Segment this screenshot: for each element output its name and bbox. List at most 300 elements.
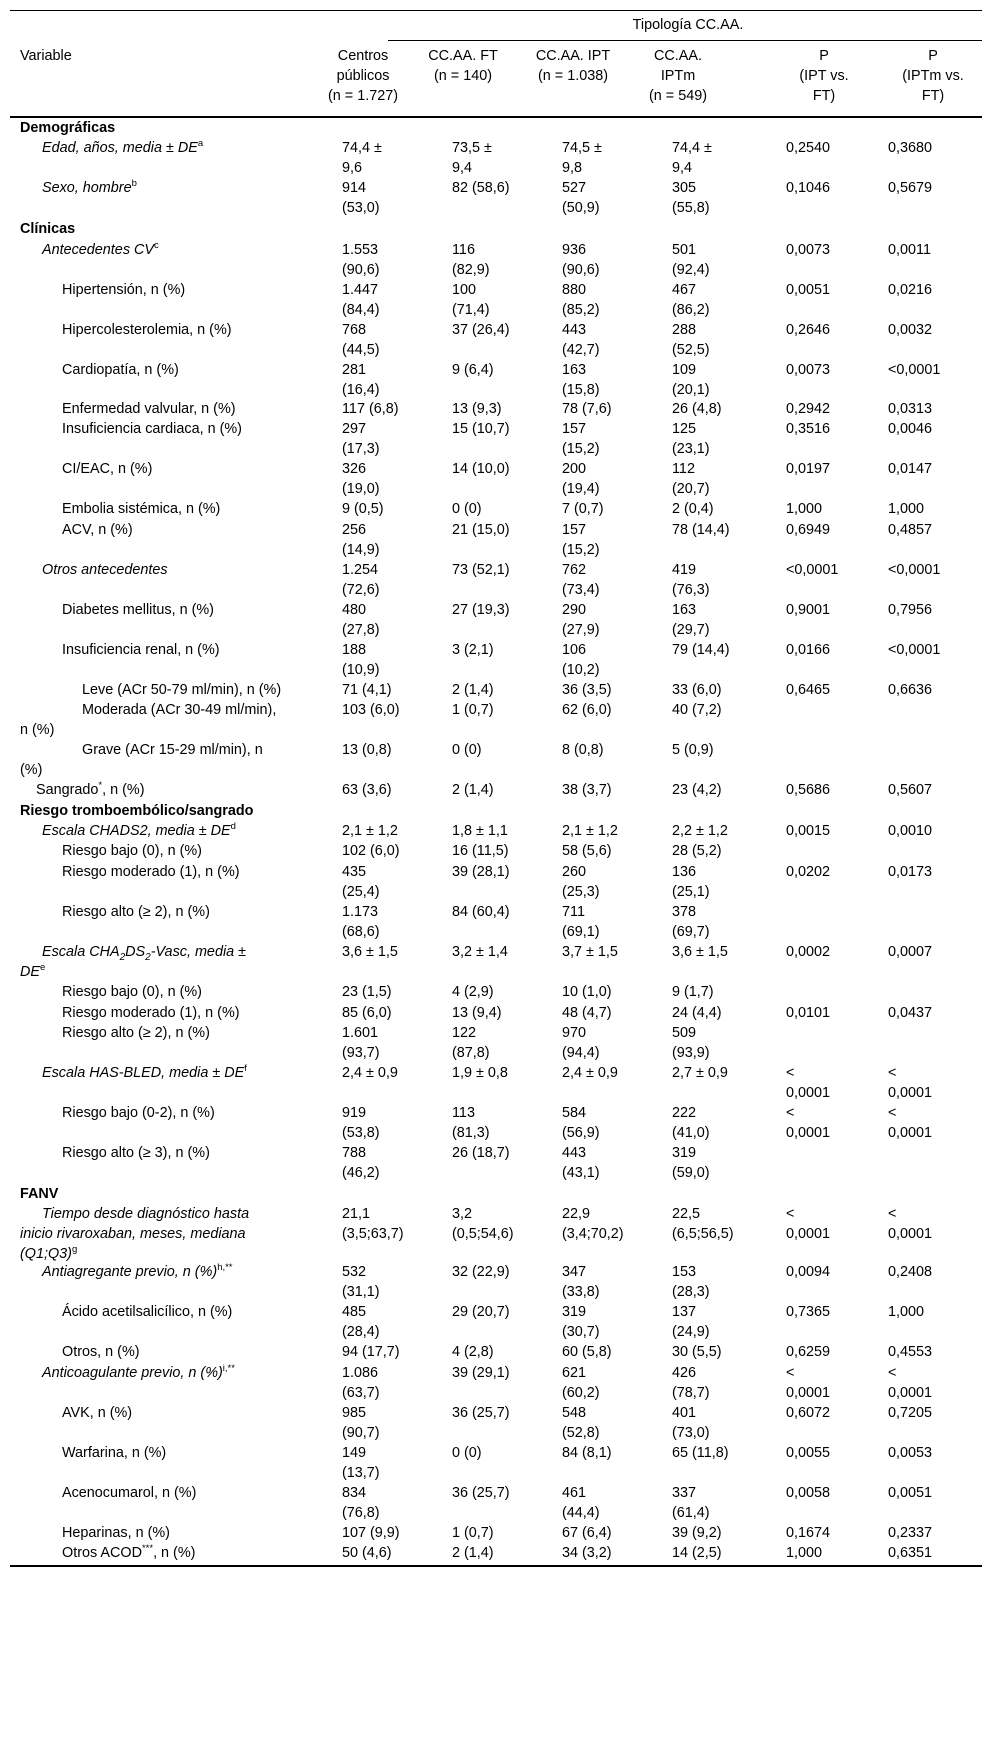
cell-iptm: 14 (2,5) xyxy=(672,1545,722,1561)
cell-p-iptm: 0,0313 xyxy=(888,401,933,417)
cell-ft: 13 (9,4) xyxy=(452,1005,502,1021)
cell-centros: 188 (10,9) xyxy=(342,642,380,678)
row-label xyxy=(20,1023,340,1043)
row-label xyxy=(20,862,340,882)
section-label: Demográficas xyxy=(20,120,116,136)
row-label-text: Otros ACOD xyxy=(62,1545,142,1561)
cell-p-ipt: 0,3516 xyxy=(786,421,831,437)
cell-p-ipt: 0,0055 xyxy=(786,1445,831,1461)
cell-p-ipt: < 0,0001 xyxy=(786,1365,831,1401)
cell-iptm: 2 (0,4) xyxy=(672,501,714,517)
bottom-rule xyxy=(10,1565,982,1567)
cell-centros: 435 (25,4) xyxy=(342,864,380,900)
vasc-part-a: Escala CHA xyxy=(42,944,120,960)
row-label-text: Enfermedad valvular, n (%) xyxy=(62,401,236,417)
cell-p-iptm: 0,5679 xyxy=(888,180,933,196)
cell-centros: 149 (13,7) xyxy=(342,1445,380,1481)
cell-iptm: 419 (76,3) xyxy=(672,562,710,598)
cell-ipt: 48 (4,7) xyxy=(562,1005,612,1021)
cell-ft: 0 (0) xyxy=(452,742,482,758)
cell-iptm: 378 (69,7) xyxy=(672,904,710,940)
cell-p-iptm: 0,4553 xyxy=(888,1344,933,1360)
cell-centros: 2,1 ± 1,2 xyxy=(342,823,398,839)
row-label xyxy=(20,640,340,660)
row-label xyxy=(20,700,340,740)
cell-ipt: 762 (73,4) xyxy=(562,562,600,598)
cell-ipt: 548 (52,8) xyxy=(562,1405,600,1441)
cell-ft: 1,9 ± 0,8 xyxy=(452,1065,508,1081)
cell-centros: 788 (46,2) xyxy=(342,1145,380,1181)
cell-iptm: 125 (23,1) xyxy=(672,421,710,457)
cell-iptm: 401 (73,0) xyxy=(672,1405,710,1441)
row-label xyxy=(20,680,340,700)
cell-centros: 85 (6,0) xyxy=(342,1005,392,1021)
cell-ft: 36 (25,7) xyxy=(452,1405,510,1421)
cell-centros: 914 (53,0) xyxy=(342,180,380,216)
cell-ft: 15 (10,7) xyxy=(452,421,510,437)
cell-p-ipt: < 0,0001 xyxy=(786,1105,831,1141)
cell-centros: 985 (90,7) xyxy=(342,1405,380,1441)
cell-p-iptm: 0,2337 xyxy=(888,1525,933,1541)
cell-p-iptm: 0,0053 xyxy=(888,1445,933,1461)
cell-ft: 84 (60,4) xyxy=(452,904,510,920)
row-label xyxy=(20,138,340,158)
footnote-mark: b xyxy=(131,178,137,190)
cell-iptm: 163 (29,7) xyxy=(672,602,710,638)
cell-p-ipt: 0,0101 xyxy=(786,1005,831,1021)
row-label-text: Hipercolesterolemia, n (%) xyxy=(62,322,232,338)
header-iptm-l1: CC.AA. xyxy=(654,48,702,64)
row-label xyxy=(20,459,340,479)
row-label xyxy=(20,740,340,780)
row-label xyxy=(20,902,340,922)
cell-iptm: 28 (5,2) xyxy=(672,843,722,859)
cell-ft: 4 (2,9) xyxy=(452,984,494,1000)
cell-centros: 63 (3,6) xyxy=(342,782,392,798)
cell-centros: 103 (6,0) xyxy=(342,702,400,718)
cell-p-iptm: 0,6351 xyxy=(888,1545,933,1561)
cell-ft: 0 (0) xyxy=(452,1445,482,1461)
row-label xyxy=(20,1363,340,1383)
cell-iptm: 3,6 ± 1,5 xyxy=(672,944,728,960)
row-label xyxy=(20,780,340,800)
cell-p-iptm: < 0,0001 xyxy=(888,1206,933,1242)
row-label xyxy=(20,841,340,861)
header-iptm-l2: IPTm xyxy=(660,68,696,84)
cell-p-ipt: 0,0051 xyxy=(786,282,831,298)
cell-ft: 73 (52,1) xyxy=(452,562,510,578)
cell-ipt: 163 (15,8) xyxy=(562,362,600,398)
header-ipt xyxy=(518,46,628,86)
cell-iptm: 30 (5,5) xyxy=(672,1344,722,1360)
cell-p-iptm: 0,0010 xyxy=(888,823,933,839)
row-label-text: Sexo, hombre xyxy=(42,180,132,196)
cell-ipt: 10 (1,0) xyxy=(562,984,612,1000)
cell-ipt: 936 (90,6) xyxy=(562,242,600,278)
cell-p-iptm: <0,0001 xyxy=(888,362,941,378)
row-label-text: Acenocumarol, n (%) xyxy=(62,1485,197,1501)
cell-p-iptm: 0,5607 xyxy=(888,782,933,798)
row-label-text: Embolia sistémica, n (%) xyxy=(62,501,221,517)
cell-iptm: 26 (4,8) xyxy=(672,401,722,417)
row-label-text: Edad, años, media ± DE xyxy=(42,140,198,156)
cell-p-iptm: 0,0216 xyxy=(888,282,933,298)
cell-ft: 37 (26,4) xyxy=(452,322,510,338)
row-label xyxy=(20,240,340,260)
cell-p-iptm: < 0,0001 xyxy=(888,1105,933,1141)
cell-ft: 13 (9,3) xyxy=(452,401,502,417)
cell-ft: 29 (20,7) xyxy=(452,1304,510,1320)
header-p2-l3: FT) xyxy=(921,88,945,104)
row-label xyxy=(20,560,340,580)
header-iptm-l3: (n = 549) xyxy=(649,88,707,104)
cell-ipt: 461 (44,4) xyxy=(562,1485,600,1521)
vasc-part-c: -Vasc, media ± xyxy=(150,944,247,960)
cell-iptm: 153 (28,3) xyxy=(672,1264,710,1300)
cell-p-ipt: 0,0058 xyxy=(786,1485,831,1501)
header-p-ipt xyxy=(784,46,864,106)
cell-p-ipt: <0,0001 xyxy=(786,562,839,578)
row-label-text: Antecedentes CV xyxy=(42,242,154,258)
cell-centros: 107 (9,9) xyxy=(342,1525,400,1541)
cell-p-ipt: 0,0094 xyxy=(786,1264,831,1280)
cell-ft: 0 (0) xyxy=(452,501,482,517)
footnote-mark: i,** xyxy=(222,1363,235,1375)
cell-p-ipt: < 0,0001 xyxy=(786,1065,831,1101)
cell-centros: 2,4 ± 0,9 xyxy=(342,1065,398,1081)
cell-p-ipt: 1,000 xyxy=(786,501,823,517)
cell-ft: 1,8 ± 1,1 xyxy=(452,823,508,839)
cell-iptm: 78 (14,4) xyxy=(672,522,730,538)
cell-iptm: 5 (0,9) xyxy=(672,742,714,758)
row-label-vasc xyxy=(20,942,340,982)
cell-p-ipt: 0,1674 xyxy=(786,1525,831,1541)
header-p-iptm xyxy=(888,46,978,106)
cell-centros: 13 (0,8) xyxy=(342,742,392,758)
cell-centros: 919 (53,8) xyxy=(342,1105,380,1141)
cell-centros: 3,6 ± 1,5 xyxy=(342,944,398,960)
cell-centros: 50 (4,6) xyxy=(342,1545,392,1561)
row-label xyxy=(20,1543,340,1563)
cell-iptm: 501 (92,4) xyxy=(672,242,710,278)
cell-ipt: 58 (5,6) xyxy=(562,843,612,859)
cell-p-ipt: 0,0073 xyxy=(786,242,831,258)
cell-p-iptm: 0,0147 xyxy=(888,461,933,477)
cell-p-iptm: <0,0001 xyxy=(888,642,941,658)
cell-ft: 3,2 ± 1,4 xyxy=(452,944,508,960)
vasc-sub1: 2 xyxy=(119,951,126,963)
row-label xyxy=(20,1342,340,1362)
cell-ipt: 22,9 (3,4;70,2) xyxy=(562,1206,624,1242)
row-label xyxy=(20,320,340,340)
cell-ipt: 157 (15,2) xyxy=(562,421,600,457)
row-label xyxy=(20,600,340,620)
cell-centros: 117 (6,8) xyxy=(342,401,399,417)
row-label xyxy=(20,1204,340,1264)
cell-p-iptm: 0,0051 xyxy=(888,1485,933,1501)
row-label xyxy=(20,1403,340,1423)
cell-iptm: 305 (55,8) xyxy=(672,180,710,216)
cell-iptm: 23 (4,2) xyxy=(672,782,722,798)
row-label xyxy=(20,821,340,841)
row-label xyxy=(20,419,340,439)
cell-ipt: 621 (60,2) xyxy=(562,1365,600,1401)
footnote-mark: d xyxy=(230,821,236,833)
cell-centros: 1.447 (84,4) xyxy=(342,282,380,318)
header-iptm xyxy=(628,46,728,106)
row-label-text: Riesgo alto (≥ 2), n (%) xyxy=(62,1025,210,1041)
cell-ipt: 2,1 ± 1,2 xyxy=(562,823,618,839)
cell-p-iptm: 0,7205 xyxy=(888,1405,933,1421)
cell-iptm: 74,4 ± 9,4 xyxy=(672,140,712,176)
cell-centros: 9 (0,5) xyxy=(342,501,384,517)
cell-iptm: 39 (9,2) xyxy=(672,1525,722,1541)
footnote-mark: f xyxy=(244,1063,247,1075)
cell-ipt: 84 (8,1) xyxy=(562,1445,612,1461)
cell-iptm: 22,5 (6,5;56,5) xyxy=(672,1206,734,1242)
row-label-text: Riesgo moderado (1), n (%) xyxy=(62,864,240,880)
row-label-text: Otros antecedentes xyxy=(42,562,168,578)
cell-centros: 1.173 (68,6) xyxy=(342,904,380,940)
cell-centros: 256 (14,9) xyxy=(342,522,380,558)
cell-ipt: 62 (6,0) xyxy=(562,702,612,718)
cell-p-ipt: 0,2540 xyxy=(786,140,831,156)
cell-p-ipt: 0,6072 xyxy=(786,1405,831,1421)
cell-p-ipt: 0,7365 xyxy=(786,1304,831,1320)
cell-ft: 39 (28,1) xyxy=(452,864,510,880)
cell-p-iptm: 0,0173 xyxy=(888,864,933,880)
cell-ipt: 106 (10,2) xyxy=(562,642,600,678)
row-label-text: Moderada (ACr 30-49 ml/min), n (%) xyxy=(20,702,277,738)
row-label-text: Sangrado xyxy=(36,782,99,798)
row-label-text: Otros, n (%) xyxy=(62,1344,140,1360)
cell-centros: 834 (76,8) xyxy=(342,1485,380,1521)
row-label-text: CI/EAC, n (%) xyxy=(62,461,153,477)
header-ft-l1: CC.AA. FT xyxy=(428,48,498,64)
vasc-sup: e xyxy=(40,962,46,974)
cell-ipt: 347 (33,8) xyxy=(562,1264,600,1300)
row-label xyxy=(20,1443,340,1463)
row-label-end: , n (%) xyxy=(153,1545,196,1561)
row-label-text: Leve (ACr 50-79 ml/min), n (%) xyxy=(82,682,282,698)
cell-ft: 100 (71,4) xyxy=(452,282,490,318)
header-ipt-l1: CC.AA. IPT xyxy=(535,48,611,64)
table-header xyxy=(10,10,982,118)
cell-iptm: 136 (25,1) xyxy=(672,864,710,900)
cell-p-ipt: 0,1046 xyxy=(786,180,831,196)
row-label-text: Riesgo moderado (1), n (%) xyxy=(62,1005,240,1021)
row-label-text: Grave (ACr 15-29 ml/min), n (%) xyxy=(20,742,263,778)
cell-ipt: 78 (7,6) xyxy=(562,401,612,417)
cell-iptm: 426 (78,7) xyxy=(672,1365,710,1401)
row-label xyxy=(20,1483,340,1503)
cell-ft: 39 (29,1) xyxy=(452,1365,510,1381)
row-label-text: Insuficiencia renal, n (%) xyxy=(62,642,220,658)
cell-ft: 16 (11,5) xyxy=(452,843,509,859)
cell-iptm: 2,7 ± 0,9 xyxy=(672,1065,728,1081)
header-centros xyxy=(303,46,423,106)
footnote-mark: a xyxy=(197,138,204,150)
cell-ipt: 60 (5,8) xyxy=(562,1344,612,1360)
row-label xyxy=(20,520,340,540)
cell-iptm: 319 (59,0) xyxy=(672,1145,710,1181)
cell-p-ipt: 0,0073 xyxy=(786,362,831,378)
cell-centros: 1.086 (63,7) xyxy=(342,1365,380,1401)
cell-ipt: 200 (19,4) xyxy=(562,461,600,497)
cell-p-iptm: 0,0437 xyxy=(888,1005,933,1021)
footnote-mark: c xyxy=(154,240,159,252)
cell-centros: 768 (44,5) xyxy=(342,322,380,358)
header-centros-l1: Centros xyxy=(337,48,389,64)
row-label-text: Diabetes mellitus, n (%) xyxy=(62,602,214,618)
cell-p-iptm: 0,7956 xyxy=(888,602,933,618)
cell-centros: 1.553 (90,6) xyxy=(342,242,380,278)
header-centros-l2: públicos xyxy=(336,68,390,84)
cell-p-ipt: 0,5686 xyxy=(786,782,831,798)
cell-ft: 27 (19,3) xyxy=(452,602,510,618)
cell-ft: 3 (2,1) xyxy=(452,642,494,658)
cell-ft: 1 (0,7) xyxy=(452,702,494,718)
row-label-text: Riesgo bajo (0-2), n (%) xyxy=(62,1105,215,1121)
row-label-text: ACV, n (%) xyxy=(62,522,133,538)
cell-ft: 113 (81,3) xyxy=(452,1105,490,1141)
row-label-text: Tiempo desde diagnóstico hasta inicio rivaroxaban, meses, mediana (Q1;Q3) xyxy=(20,1206,250,1262)
footnote-mark: * xyxy=(98,780,103,792)
row-label-text: Anticoagulante previo, n (%) xyxy=(42,1365,223,1381)
footnote-mark: g xyxy=(71,1244,78,1256)
cell-ipt: 970 (94,4) xyxy=(562,1025,600,1061)
cell-ipt: 443 (43,1) xyxy=(562,1145,600,1181)
cell-ft: 14 (10,0) xyxy=(452,461,510,477)
cell-ft: 82 (58,6) xyxy=(452,180,510,196)
cell-centros: 281 (16,4) xyxy=(342,362,380,398)
cell-p-iptm: 0,0046 xyxy=(888,421,933,437)
cell-p-iptm: 0,2408 xyxy=(888,1264,933,1280)
cell-iptm: 467 (86,2) xyxy=(672,282,710,318)
cell-p-ipt: 0,6949 xyxy=(786,522,831,538)
cell-p-iptm: < 0,0001 xyxy=(888,1365,933,1401)
cell-ipt: 290 (27,9) xyxy=(562,602,600,638)
cell-p-iptm: 0,3680 xyxy=(888,140,933,156)
cell-ipt: 319 (30,7) xyxy=(562,1304,600,1340)
cell-iptm: 24 (4,4) xyxy=(672,1005,722,1021)
cell-ft: 3,2 (0,5;54,6) xyxy=(452,1206,514,1242)
section-label: Riesgo tromboembólico/sangrado xyxy=(20,803,254,819)
row-label-text: Cardiopatía, n (%) xyxy=(62,362,179,378)
row-label xyxy=(20,1262,340,1282)
cell-ipt: 880 (85,2) xyxy=(562,282,600,318)
cell-p-iptm: 0,6636 xyxy=(888,682,933,698)
row-label xyxy=(20,1523,340,1543)
cell-p-ipt: 0,0002 xyxy=(786,944,831,960)
cell-p-iptm: 0,0007 xyxy=(888,944,933,960)
header-ft-l2: (n = 140) xyxy=(434,68,492,84)
cell-ipt: 74,5 ± 9,8 xyxy=(562,140,602,176)
row-label xyxy=(20,1302,340,1322)
row-label-text: Antiagregante previo, n (%) xyxy=(42,1264,218,1280)
footnote-mark: h,** xyxy=(217,1262,233,1274)
cell-iptm: 137 (24,9) xyxy=(672,1304,710,1340)
cell-p-ipt: 0,0197 xyxy=(786,461,831,477)
cell-p-iptm: 1,000 xyxy=(888,501,925,517)
row-label xyxy=(20,1143,340,1163)
cell-ft: 2 (1,4) xyxy=(452,1545,494,1561)
cell-ft: 4 (2,8) xyxy=(452,1344,494,1360)
section-label: Clínicas xyxy=(20,221,76,237)
cell-centros: 1.254 (72,6) xyxy=(342,562,380,598)
cell-p-iptm: 0,0011 xyxy=(888,242,931,258)
header-ipt-l2: (n = 1.038) xyxy=(538,68,608,84)
row-label-text: Warfarina, n (%) xyxy=(62,1445,167,1461)
header-p1-l1: P xyxy=(819,48,829,64)
cell-p-ipt: < 0,0001 xyxy=(786,1206,831,1242)
cell-p-iptm: < 0,0001 xyxy=(888,1065,933,1101)
cell-iptm: 109 (20,1) xyxy=(672,362,710,398)
header-variable: Variable xyxy=(20,48,72,64)
row-label-text: Ácido acetilsalicílico, n (%) xyxy=(62,1304,233,1320)
row-label-text: Riesgo bajo (0), n (%) xyxy=(62,984,202,1000)
cell-iptm: 9 (1,7) xyxy=(672,984,714,1000)
cell-ipt: 527 (50,9) xyxy=(562,180,600,216)
row-label-text: Riesgo bajo (0), n (%) xyxy=(62,843,202,859)
cell-centros: 297 (17,3) xyxy=(342,421,380,457)
cell-ipt: 38 (3,7) xyxy=(562,782,612,798)
row-label-text: Escala HAS-BLED, media ± DE xyxy=(42,1065,245,1081)
vasc-sub2: 2 xyxy=(145,951,151,963)
cell-centros: 74,4 ± 9,6 xyxy=(342,140,382,176)
row-label xyxy=(20,280,340,300)
cell-ft: 2 (1,4) xyxy=(452,682,494,698)
cell-ipt: 67 (6,4) xyxy=(562,1525,612,1541)
row-label xyxy=(20,1003,340,1023)
cell-ft: 21 (15,0) xyxy=(452,522,510,538)
header-centros-l3: (n = 1.727) xyxy=(328,88,398,104)
cell-centros: 71 (4,1) xyxy=(342,682,392,698)
row-label-text: Heparinas, n (%) xyxy=(62,1525,170,1541)
cell-centros: 480 (27,8) xyxy=(342,602,380,638)
row-label-text: Hipertensión, n (%) xyxy=(62,282,186,298)
cell-ipt: 34 (3,2) xyxy=(562,1545,612,1561)
cell-ft: 32 (22,9) xyxy=(452,1264,510,1280)
vasc-part-d: DE xyxy=(20,964,40,980)
cell-centros: 326 (19,0) xyxy=(342,461,380,497)
group-title: Tipología CC.AA. xyxy=(632,17,744,33)
cell-centros: 485 (28,4) xyxy=(342,1304,380,1340)
cell-p-iptm: 1,000 xyxy=(888,1304,925,1320)
cell-ipt: 7 (0,7) xyxy=(562,501,604,517)
cell-ft: 9 (6,4) xyxy=(452,362,494,378)
cell-ft: 73,5 ± 9,4 xyxy=(452,140,492,176)
cell-iptm: 288 (52,5) xyxy=(672,322,710,358)
cell-iptm: 40 (7,2) xyxy=(672,702,722,718)
cell-centros: 94 (17,7) xyxy=(342,1344,400,1360)
row-label xyxy=(20,499,340,519)
cell-p-iptm: 0,4857 xyxy=(888,522,933,538)
row-label-end: , n (%) xyxy=(102,782,145,798)
cell-centros: 102 (6,0) xyxy=(342,843,400,859)
cell-p-iptm: <0,0001 xyxy=(888,562,941,578)
cell-ipt: 8 (0,8) xyxy=(562,742,604,758)
header-p2-l2: (IPTm vs. xyxy=(902,68,964,84)
section-label: FANV xyxy=(20,1186,59,1202)
cell-ipt: 36 (3,5) xyxy=(562,682,612,698)
row-label xyxy=(20,982,340,1002)
row-label-text: Escala CHADS2, media ± DE xyxy=(42,823,231,839)
cell-p-iptm: 0,0032 xyxy=(888,322,933,338)
cell-centros: 1.601 (93,7) xyxy=(342,1025,380,1061)
cell-p-ipt: 0,2942 xyxy=(786,401,831,417)
header-p2-l1: P xyxy=(928,48,938,64)
